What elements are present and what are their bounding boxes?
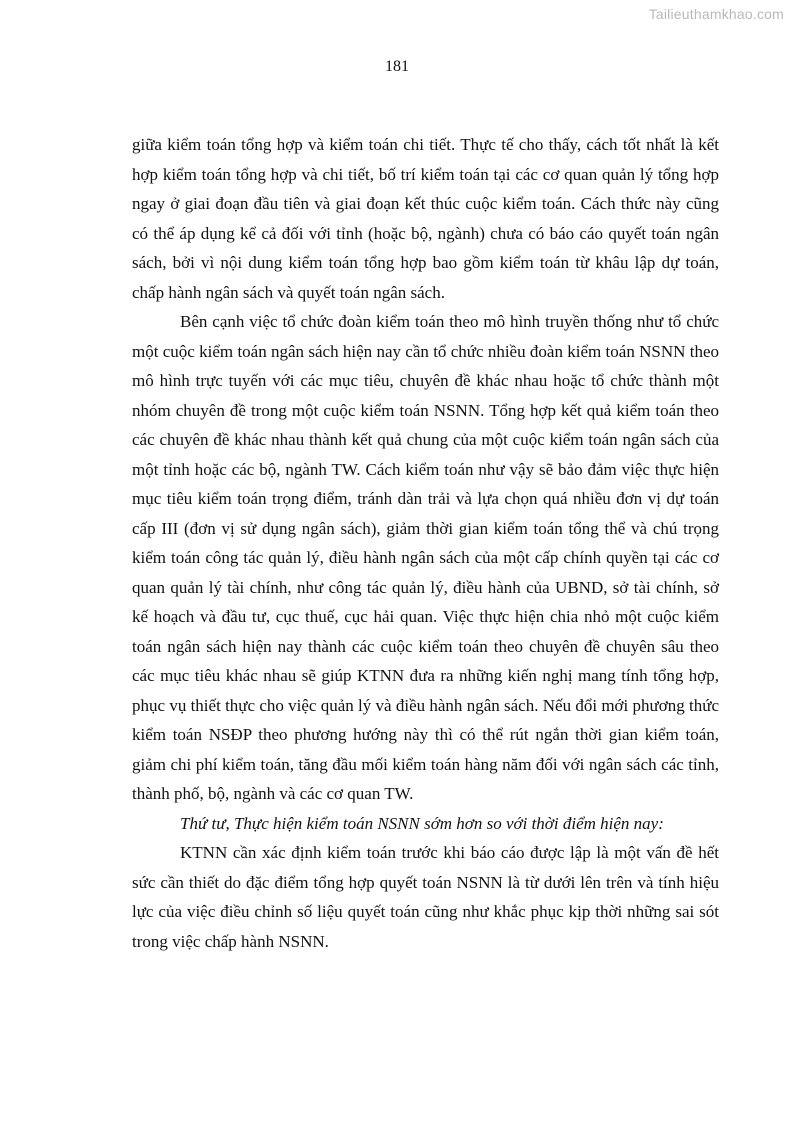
paragraph-early-audit: KTNN cần xác định kiểm toán trước khi báo cáo được lập là một vấn đề hết sức cần thiết do đặc điểm tổng hợp quyết toán NSNN là từ dưới lên trên và tính hiệu lực của việc điều chỉnh số liệu quyết toán cũng như khắc phục kịp thời những sai sót trong việc chấp hành NSNN. bbox=[132, 843, 719, 951]
paragraph-audit-organization: Bên cạnh việc tổ chức đoàn kiểm toán theo mô hình truyền thống như tổ chức một cuộc kiểm toán ngân sách hiện nay cần tổ chức nhiều đoàn kiểm toán NSNN theo mô hình trực tuyến với các mục tiêu, chuyên đề khác nhau hoặc tổ chức thành một nhóm chuyên đề trong một cuộc kiểm toán NSNN. Tổng hợp kết quả kiểm toán theo các chuyên đề khác nhau thành kết quả chung của một cuộc kiểm toán ngân sách của một tỉnh hoặc các bộ, ngành TW. Cách kiểm toán như vậy sẽ bảo đảm việc thực hiện mục tiêu kiểm toán trọng điểm, tránh dàn trải và lựa chọn quá nhiều đơn vị dự toán cấp III (đơn vị sử dụng ngân sách), giảm thời gian kiểm toán tổng thể và chú trọng kiểm toán công tác quản lý, điều hành ngân sách của một cấp chính quyền tại các cơ quan quản lý tài chính, như công tác quản lý, điều hành của UBND, sở tài chính, sở kế hoạch và đầu tư, cục thuế, cục hải quan. Việc thực hiện chia nhỏ một cuộc kiểm toán ngân sách hiện nay thành các cuộc kiểm toán theo chuyên đề chuyên sâu theo các mục tiêu khác nhau sẽ giúp KTNN đưa ra những kiến nghị mang tính tổng hợp, phục vụ thiết thực cho việc quản lý và điều hành ngân sách. Nếu đổi mới phương thức kiểm toán NSĐP theo phương hướng này thì có thể rút ngắn thời gian kiểm toán, giảm chi phí kiểm toán, tăng đầu mối kiểm toán hàng năm đối với ngân sách các tỉnh, thành phố, bộ, ngành và các cơ quan TW. bbox=[132, 312, 719, 803]
watermark-text: Tailieuthamkhao.com bbox=[648, 6, 784, 22]
page-number: 181 bbox=[385, 58, 409, 75]
section-heading-fourth: Thứ tư, Thực hiện kiểm toán NSNN sớm hơn so với thời điểm hiện nay: bbox=[180, 813, 664, 833]
document-body bbox=[132, 130, 719, 956]
paragraph-continuation: giữa kiểm toán tổng hợp và kiểm toán chi tiết. Thực tế cho thấy, cách tốt nhất là kết hợp kiểm toán tổng hợp và chi tiết, bố trí kiểm toán tại các cơ quan quản lý tổng hợp ngay ở giai đoạn đầu tiên và giai đoạn kết thúc cuộc kiểm toán. Cách thức này cũng có thể áp dụng kể cả đối với tỉnh (hoặc bộ, ngành) chưa có báo cáo quyết toán ngân sách, bởi vì nội dung kiểm toán tổng hợp bao gồm kiểm toán từ khâu lập dự toán, chấp hành ngân sách và quyết toán ngân sách. bbox=[132, 135, 719, 302]
